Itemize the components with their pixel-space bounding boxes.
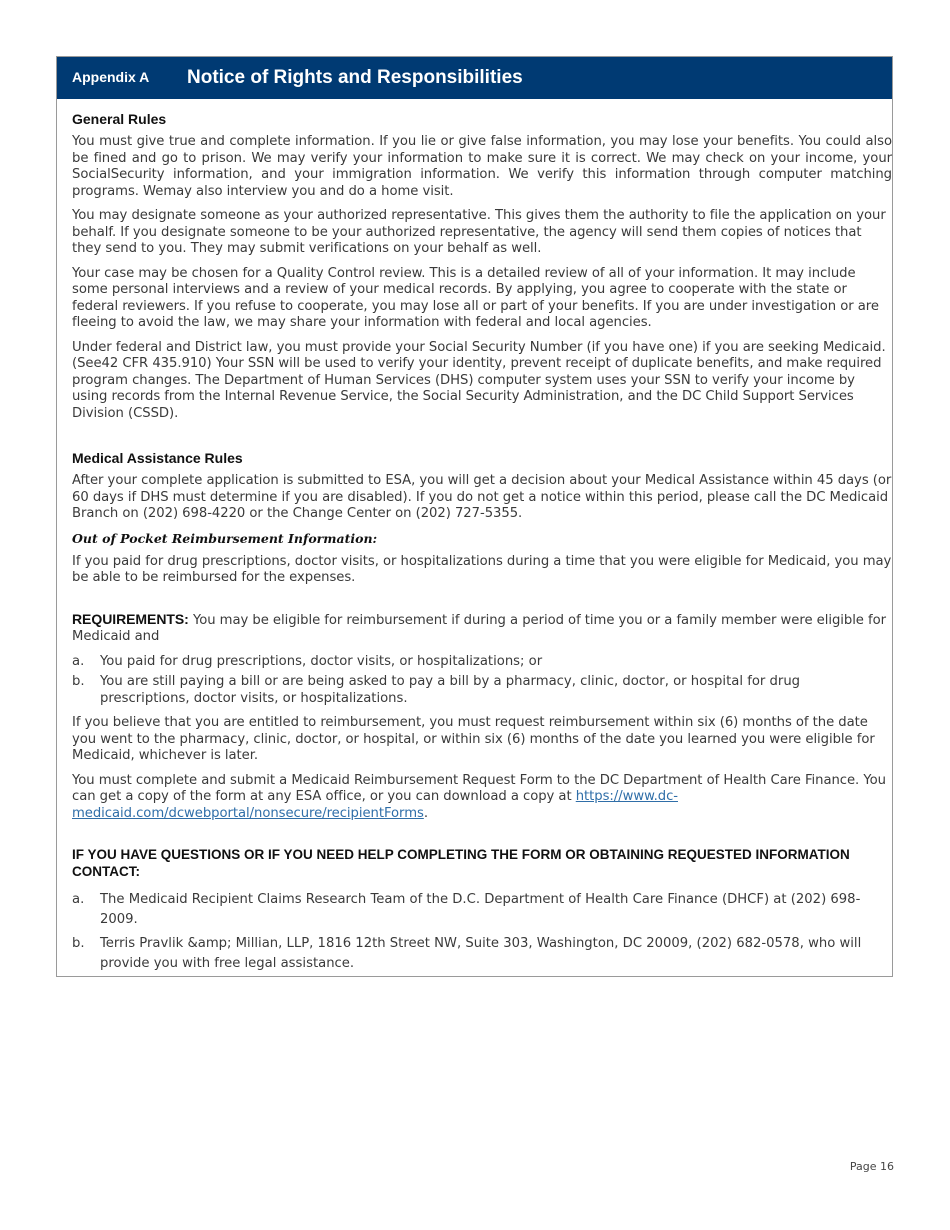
list-item: [72, 654, 892, 671]
list-item: [72, 934, 892, 974]
requirements-label: REQUIREMENTS:: [72, 610, 189, 627]
requirements-text: You may be eligible for reimbursement if during a period of time you or a family member were eligible for Medicaid and: [72, 612, 886, 644]
list-item: [72, 890, 892, 930]
list-item-text: The Medicaid Recipient Claims Research Team of the D.C. Department of Health Care Finance (DHCF) at (202) 698-2009.: [100, 892, 861, 927]
page-title: Notice of Rights and Responsibilities: [187, 67, 523, 88]
page-number: Page 16: [849, 1160, 894, 1173]
requirements-paragraph: [72, 611, 892, 646]
general-rules-paragraph: Your case may be chosen for a Quality Control review. This is a detailed review of all of your information. It may include some personal interviews and a review of your medical records. By applying, you agree to cooperate with the state or federal reviewers. If you refuse to cooperate, you may lose all or part of your benefits. If you are under investigation or are fleeing to avoid the law, we may share your information with federal and local agencies.: [72, 265, 879, 330]
content: [72, 111, 892, 982]
general-rules-heading: General Rules: [72, 111, 167, 127]
list-marker: a.: [72, 653, 85, 669]
header-bar: [57, 57, 892, 99]
form-end: .: [423, 805, 428, 821]
medical-rules-paragraph: After your complete application is submitted to ESA, you will get a decision about your Medical Assistance within 45 days (or 60 days if DHS must determine if you are disabled). If you do not get a notice within this period, please call the DC Medicaid Branch on (202) 698-4220 or the Change Center on (202) 727-5355.: [72, 473, 892, 521]
oop-paragraph: If you paid for drug prescriptions, doctor visits, or hospitalizations during a time that you were eligible for Medicaid, you may be able to be reimbursed for the expenses.: [72, 553, 892, 585]
medical-rules-heading: Medical Assistance Rules: [72, 450, 243, 466]
general-rules-paragraph: Under federal and District law, you must provide your Social Security Number (if you have one) if you are seeking Medicaid. (See42 CFR 435.910) Your SSN will be used to verify your identity, prevent receipt of duplicate benefits, and make required program changes. The Department of Human Services (DHS) computer system uses your SSN to verify your income by using records from the Internal Revenue Service, the Social Security Administration, and the DC Child Support Services Division (CSSD).: [72, 339, 886, 421]
oop-heading: Out of Pocket Reimbursement Information:: [72, 530, 378, 546]
list-marker: b.: [72, 936, 85, 951]
appendix-label: Appendix A: [72, 69, 150, 85]
general-rules-paragraph: You must give true and complete information. If you lie or give false information, you may lose your benefits. You could also be fined and go to prison. We may verify your information to make sure it is correct. We may check on your income, your SocialSecurity information, and your immigration information. We verify this information through computer matching programs. Wemay also interview you and do a home visit.: [72, 134, 892, 199]
list-item: [72, 674, 892, 707]
notice-panel: [56, 56, 893, 977]
requirements-list: [72, 654, 892, 708]
list-marker: a.: [72, 892, 85, 907]
recipient-forms-link[interactable]: https://www.dc-medicaid.com/dcwebportal/nonsecure/recipientForms: [72, 789, 678, 821]
list-item-text: Terris Pravlik &amp; Millian, LLP, 1816 12th Street NW, Suite 303, Washington, DC 20009, (202) 682-0578, who will provide you with free legal assistance.: [100, 936, 862, 971]
form-paragraph: [72, 773, 892, 823]
deadline-paragraph: If you believe that you are entitled to reimbursement, you must request reimbursement within six (6) months of the date you went to the pharmacy, clinic, doctor, or hospital, or within six (6) months of the date you learned you were eligible for Medicaid, whichever is later.: [72, 715, 875, 763]
form-text: You must complete and submit a Medicaid Reimbursement Request Form to the DC Department of Health Care Finance. You can get a copy of the form at any ESA office, or you can download a copy at: [72, 772, 886, 804]
list-item-text: You paid for drug prescriptions, doctor visits, or hospitalizations; or: [100, 653, 543, 669]
list-marker: b.: [72, 674, 85, 689]
general-rules-paragraph: You may designate someone as your authorized representative. This gives them the authority to file the application on your behalf. If you designate someone to be your authorized representative, the agency will send them copies of notices that they send to you. They may submit verifications on your behalf as well.: [72, 208, 886, 256]
contact-heading: IF YOU HAVE QUESTIONS OR IF YOU NEED HELP COMPLETING THE FORM OR OBTAINING REQUESTED INFORMATION CONTACT:: [72, 847, 850, 879]
list-item-text: You are still paying a bill or are being asked to pay a bill by a pharmacy, clinic, doctor, or hospital for drug prescriptions, doctor visits, or hospitalizations.: [100, 674, 801, 706]
contact-list: [72, 890, 892, 974]
